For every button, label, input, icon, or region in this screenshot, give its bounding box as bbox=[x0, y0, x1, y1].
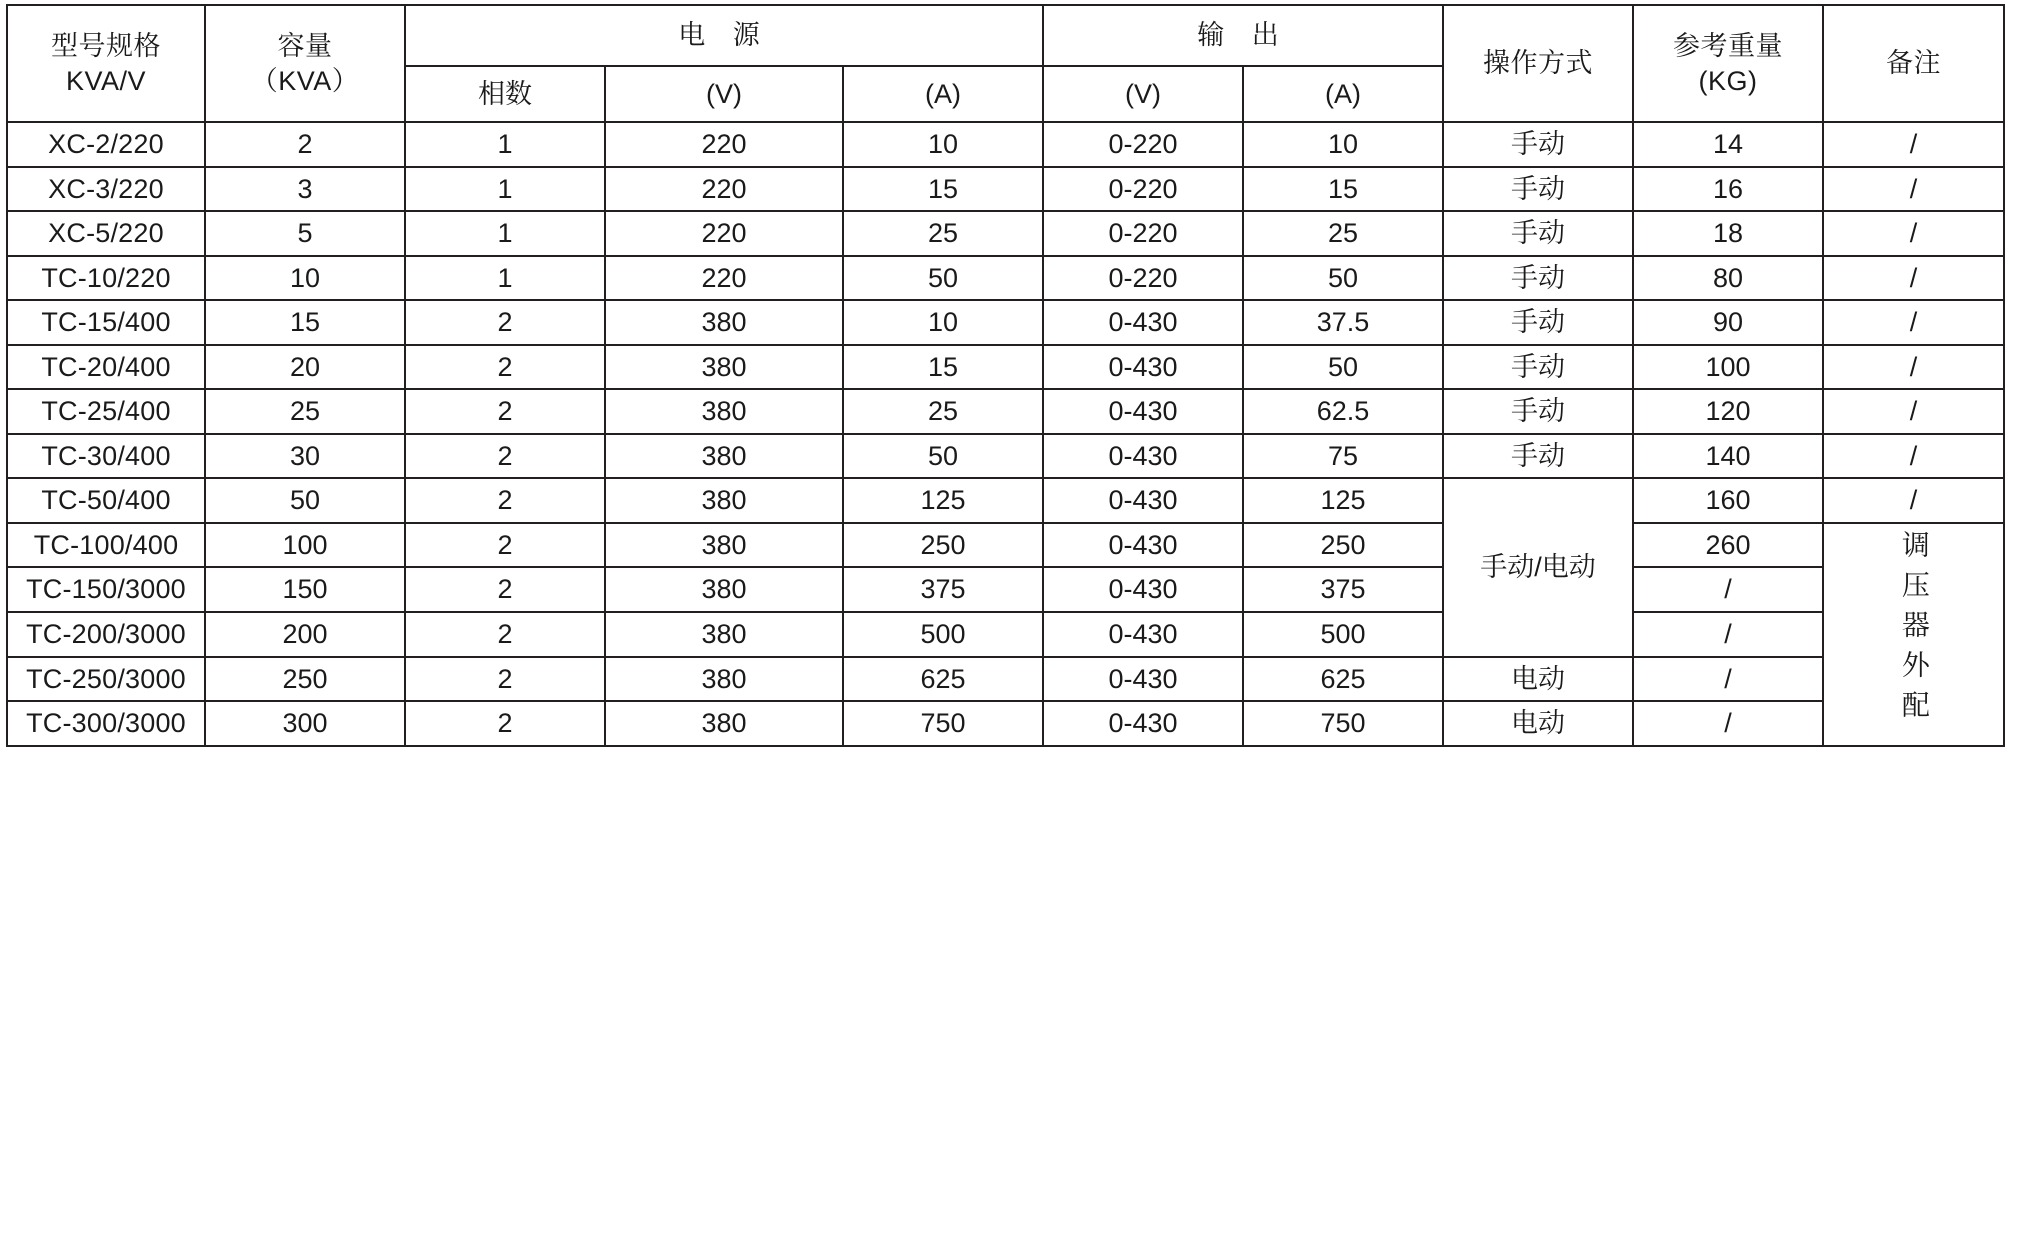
cell-weight: 100 bbox=[1633, 345, 1823, 390]
cell-output-voltage: 0-430 bbox=[1043, 389, 1243, 434]
cell-output-current: 62.5 bbox=[1243, 389, 1443, 434]
cell-phases: 2 bbox=[405, 567, 605, 612]
table-row bbox=[7, 300, 2004, 345]
header-row-1 bbox=[7, 5, 2004, 66]
cell-output-voltage: 0-220 bbox=[1043, 256, 1243, 301]
cell-capacity: 5 bbox=[205, 211, 405, 256]
cell-capacity: 150 bbox=[205, 567, 405, 612]
cell-source-voltage: 220 bbox=[605, 167, 843, 212]
cell-model: TC-10/220 bbox=[7, 256, 205, 301]
cell-model: TC-30/400 bbox=[7, 434, 205, 479]
cell-output-current: 375 bbox=[1243, 567, 1443, 612]
header-model-line2: KVA/V bbox=[65, 65, 147, 96]
cell-remark: / bbox=[1823, 300, 2004, 345]
cell-source-voltage: 380 bbox=[605, 567, 843, 612]
cell-model: TC-50/400 bbox=[7, 478, 205, 523]
cell-source-current: 50 bbox=[843, 434, 1043, 479]
cell-remark: / bbox=[1823, 345, 2004, 390]
cell-capacity: 200 bbox=[205, 612, 405, 657]
cell-output-current: 25 bbox=[1243, 211, 1443, 256]
cell-capacity: 2 bbox=[205, 122, 405, 167]
cell-model: TC-250/3000 bbox=[7, 657, 205, 702]
specification-table bbox=[6, 4, 2005, 747]
cell-output-voltage: 0-430 bbox=[1043, 701, 1243, 746]
cell-capacity: 50 bbox=[205, 478, 405, 523]
table-row bbox=[7, 478, 2004, 523]
cell-weight: 90 bbox=[1633, 300, 1823, 345]
cell-source-voltage: 380 bbox=[605, 523, 843, 568]
header-model bbox=[7, 5, 205, 122]
cell-source-voltage: 220 bbox=[605, 211, 843, 256]
table-row bbox=[7, 434, 2004, 479]
cell-operation: 手动 bbox=[1443, 122, 1633, 167]
cell-source-voltage: 380 bbox=[605, 389, 843, 434]
table-row bbox=[7, 523, 2004, 568]
header-weight-line2: (KG) bbox=[1698, 65, 1758, 96]
cell-weight: 260 bbox=[1633, 523, 1823, 568]
cell-output-current: 500 bbox=[1243, 612, 1443, 657]
cell-output-current: 10 bbox=[1243, 122, 1443, 167]
cell-weight: 160 bbox=[1633, 478, 1823, 523]
table-head bbox=[7, 5, 2004, 122]
cell-source-voltage: 380 bbox=[605, 657, 843, 702]
cell-phases: 2 bbox=[405, 657, 605, 702]
cell-remark-merged bbox=[1823, 523, 2004, 746]
cell-output-voltage: 0-430 bbox=[1043, 345, 1243, 390]
cell-output-current: 37.5 bbox=[1243, 300, 1443, 345]
cell-source-current: 15 bbox=[843, 167, 1043, 212]
cell-remark: / bbox=[1823, 256, 2004, 301]
cell-output-current: 625 bbox=[1243, 657, 1443, 702]
cell-remark: / bbox=[1823, 167, 2004, 212]
cell-operation: 手动 bbox=[1443, 167, 1633, 212]
header-source-voltage: (V) bbox=[605, 66, 843, 122]
cell-capacity: 3 bbox=[205, 167, 405, 212]
cell-remark: / bbox=[1823, 434, 2004, 479]
cell-model: TC-150/3000 bbox=[7, 567, 205, 612]
cell-source-voltage: 220 bbox=[605, 122, 843, 167]
cell-model: XC-3/220 bbox=[7, 167, 205, 212]
cell-weight: 18 bbox=[1633, 211, 1823, 256]
cell-model: TC-15/400 bbox=[7, 300, 205, 345]
cell-weight: 80 bbox=[1633, 256, 1823, 301]
cell-output-voltage: 0-220 bbox=[1043, 167, 1243, 212]
cell-operation: 手动 bbox=[1443, 345, 1633, 390]
cell-weight: / bbox=[1633, 657, 1823, 702]
cell-phases: 2 bbox=[405, 345, 605, 390]
cell-weight: / bbox=[1633, 701, 1823, 746]
cell-remark: / bbox=[1823, 389, 2004, 434]
header-output-current: (A) bbox=[1243, 66, 1443, 122]
header-model-line1: 型号规格 bbox=[51, 30, 161, 61]
table-row bbox=[7, 211, 2004, 256]
cell-output-current: 75 bbox=[1243, 434, 1443, 479]
remark-note-text: 调压器外配 bbox=[1898, 530, 1930, 731]
cell-operation: 电动 bbox=[1443, 657, 1633, 702]
cell-capacity: 250 bbox=[205, 657, 405, 702]
header-capacity-line2: （KVA） bbox=[250, 65, 360, 96]
cell-output-voltage: 0-220 bbox=[1043, 122, 1243, 167]
cell-source-current: 15 bbox=[843, 345, 1043, 390]
cell-capacity: 100 bbox=[205, 523, 405, 568]
cell-source-voltage: 380 bbox=[605, 612, 843, 657]
cell-weight: / bbox=[1633, 612, 1823, 657]
cell-output-voltage: 0-430 bbox=[1043, 657, 1243, 702]
cell-output-current: 50 bbox=[1243, 345, 1443, 390]
cell-output-current: 750 bbox=[1243, 701, 1443, 746]
cell-source-current: 125 bbox=[843, 478, 1043, 523]
cell-output-voltage: 0-430 bbox=[1043, 567, 1243, 612]
cell-phases: 1 bbox=[405, 211, 605, 256]
table-row bbox=[7, 657, 2004, 702]
header-source-current: (A) bbox=[843, 66, 1043, 122]
cell-output-voltage: 0-430 bbox=[1043, 300, 1243, 345]
header-operation-mode: 操作方式 bbox=[1443, 5, 1633, 122]
cell-model: TC-100/400 bbox=[7, 523, 205, 568]
table-row bbox=[7, 345, 2004, 390]
cell-source-voltage: 220 bbox=[605, 256, 843, 301]
cell-source-current: 750 bbox=[843, 701, 1043, 746]
header-power-source: 电 源 bbox=[405, 5, 1043, 66]
cell-output-voltage: 0-430 bbox=[1043, 523, 1243, 568]
cell-weight: / bbox=[1633, 567, 1823, 612]
cell-capacity: 10 bbox=[205, 256, 405, 301]
cell-operation: 手动 bbox=[1443, 300, 1633, 345]
cell-source-voltage: 380 bbox=[605, 434, 843, 479]
cell-source-voltage: 380 bbox=[605, 345, 843, 390]
cell-remark: / bbox=[1823, 122, 2004, 167]
cell-source-current: 10 bbox=[843, 300, 1043, 345]
table-row bbox=[7, 612, 2004, 657]
cell-output-current: 15 bbox=[1243, 167, 1443, 212]
cell-remark: / bbox=[1823, 478, 2004, 523]
cell-output-current: 125 bbox=[1243, 478, 1443, 523]
cell-capacity: 25 bbox=[205, 389, 405, 434]
cell-source-voltage: 380 bbox=[605, 701, 843, 746]
cell-source-current: 25 bbox=[843, 211, 1043, 256]
header-capacity-line1: 容量 bbox=[277, 30, 333, 61]
cell-remark: / bbox=[1823, 211, 2004, 256]
cell-output-voltage: 0-430 bbox=[1043, 612, 1243, 657]
cell-phases: 1 bbox=[405, 122, 605, 167]
cell-phases: 1 bbox=[405, 256, 605, 301]
cell-model: TC-200/3000 bbox=[7, 612, 205, 657]
header-capacity bbox=[205, 5, 405, 122]
cell-weight: 140 bbox=[1633, 434, 1823, 479]
cell-output-voltage: 0-220 bbox=[1043, 211, 1243, 256]
cell-phases: 2 bbox=[405, 523, 605, 568]
cell-model: TC-25/400 bbox=[7, 389, 205, 434]
table-body bbox=[7, 122, 2004, 746]
cell-capacity: 30 bbox=[205, 434, 405, 479]
cell-phases: 2 bbox=[405, 389, 605, 434]
cell-output-voltage: 0-430 bbox=[1043, 478, 1243, 523]
header-output-voltage: (V) bbox=[1043, 66, 1243, 122]
cell-source-current: 50 bbox=[843, 256, 1043, 301]
cell-operation: 手动 bbox=[1443, 211, 1633, 256]
cell-operation: 手动 bbox=[1443, 256, 1633, 301]
cell-weight: 16 bbox=[1633, 167, 1823, 212]
cell-phases: 2 bbox=[405, 300, 605, 345]
cell-capacity: 300 bbox=[205, 701, 405, 746]
cell-model: XC-2/220 bbox=[7, 122, 205, 167]
cell-source-voltage: 380 bbox=[605, 478, 843, 523]
cell-weight: 120 bbox=[1633, 389, 1823, 434]
cell-source-current: 500 bbox=[843, 612, 1043, 657]
cell-operation: 手动 bbox=[1443, 389, 1633, 434]
cell-source-current: 25 bbox=[843, 389, 1043, 434]
cell-model: TC-20/400 bbox=[7, 345, 205, 390]
table-row bbox=[7, 567, 2004, 612]
table-row bbox=[7, 167, 2004, 212]
cell-phases: 1 bbox=[405, 167, 605, 212]
cell-capacity: 20 bbox=[205, 345, 405, 390]
cell-output-current: 50 bbox=[1243, 256, 1443, 301]
header-weight bbox=[1633, 5, 1823, 122]
cell-phases: 2 bbox=[405, 701, 605, 746]
table-row bbox=[7, 701, 2004, 746]
cell-operation-merged: 手动/电动 bbox=[1443, 478, 1633, 656]
cell-operation: 电动 bbox=[1443, 701, 1633, 746]
header-remark: 备注 bbox=[1823, 5, 2004, 122]
cell-phases: 2 bbox=[405, 612, 605, 657]
cell-output-current: 250 bbox=[1243, 523, 1443, 568]
cell-operation: 手动 bbox=[1443, 434, 1633, 479]
table-row bbox=[7, 256, 2004, 301]
cell-phases: 2 bbox=[405, 478, 605, 523]
table-row bbox=[7, 389, 2004, 434]
cell-model: TC-300/3000 bbox=[7, 701, 205, 746]
cell-capacity: 15 bbox=[205, 300, 405, 345]
cell-model: XC-5/220 bbox=[7, 211, 205, 256]
cell-source-current: 250 bbox=[843, 523, 1043, 568]
header-weight-line1: 参考重量 bbox=[1673, 30, 1784, 61]
cell-output-voltage: 0-430 bbox=[1043, 434, 1243, 479]
header-phases: 相数 bbox=[405, 66, 605, 122]
header-output: 输 出 bbox=[1043, 5, 1443, 66]
cell-source-voltage: 380 bbox=[605, 300, 843, 345]
cell-source-current: 375 bbox=[843, 567, 1043, 612]
cell-weight: 14 bbox=[1633, 122, 1823, 167]
cell-phases: 2 bbox=[405, 434, 605, 479]
cell-source-current: 625 bbox=[843, 657, 1043, 702]
table-row bbox=[7, 122, 2004, 167]
cell-source-current: 10 bbox=[843, 122, 1043, 167]
